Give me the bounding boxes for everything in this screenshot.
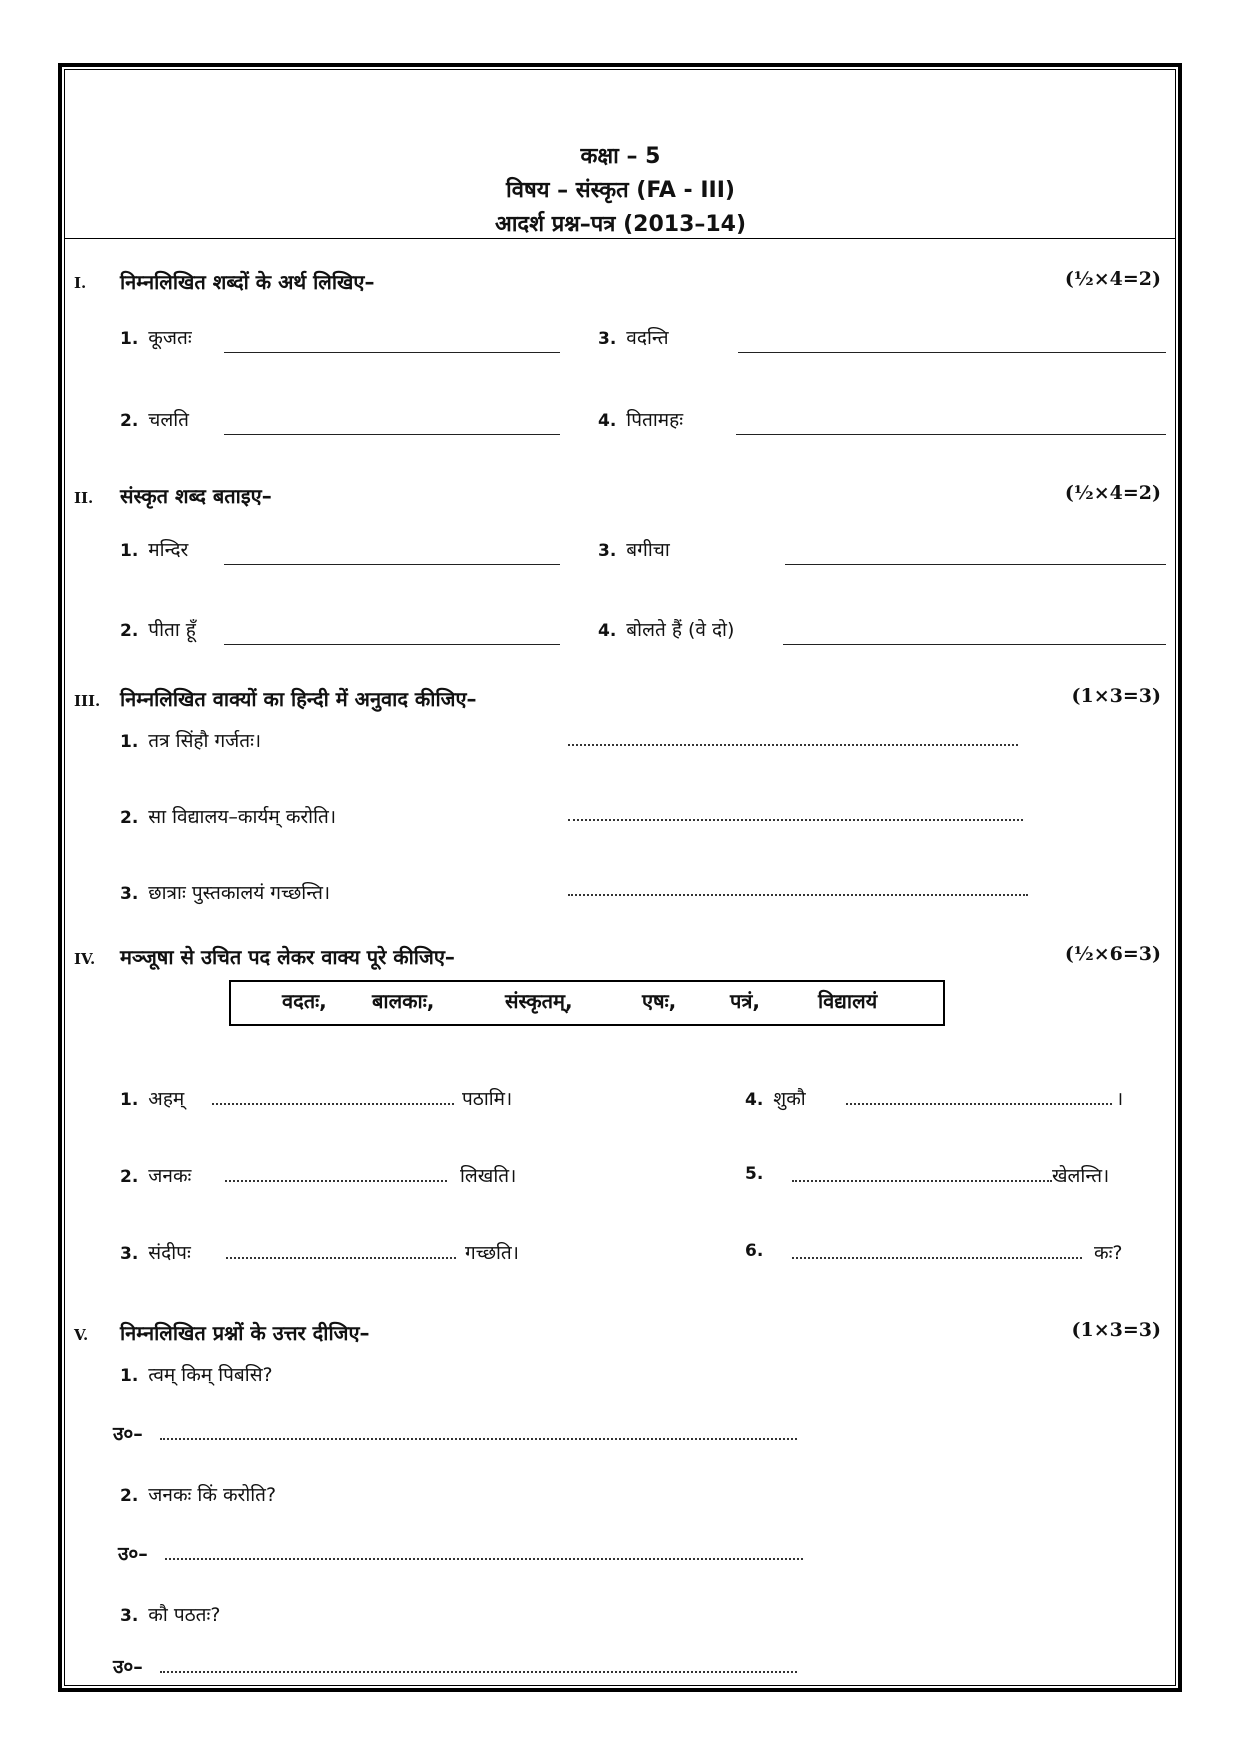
answer-dotted-line[interactable] xyxy=(160,1671,797,1673)
page-border-inner xyxy=(64,69,1176,1686)
fill-blank[interactable] xyxy=(846,1103,1112,1105)
fill-blank[interactable] xyxy=(792,1180,1052,1182)
word-box-item: संस्कृतम्, xyxy=(505,989,573,1013)
question-text: कौ पठतः? xyxy=(148,1604,221,1626)
item-number: 1. xyxy=(120,1366,139,1386)
item-number: 1. xyxy=(120,732,139,752)
item-sentence: तत्र सिंहौ गर्जतः। xyxy=(148,730,262,752)
answer-dotted-line[interactable] xyxy=(568,744,1018,746)
fill-blank[interactable] xyxy=(212,1103,454,1105)
word-box-item: विद्यालयं xyxy=(818,989,878,1013)
item-prefix: अहम् xyxy=(148,1088,185,1110)
item-prefix: संदीपः xyxy=(148,1242,191,1264)
section-3-marks: (1×3=3) xyxy=(1071,685,1161,707)
item-suffix: खेलन्ति। xyxy=(1052,1165,1110,1187)
answer-line[interactable] xyxy=(738,352,1166,353)
s4-item-4 xyxy=(745,1085,806,1111)
item-number: 3. xyxy=(120,1606,139,1626)
s3-item-2 xyxy=(120,803,336,829)
s1-item-2 xyxy=(120,406,189,432)
item-number: 1. xyxy=(120,329,139,349)
section-3-title: निम्नलिखित वाक्यों का हिन्दी में अनुवाद कीजिए– xyxy=(120,687,477,711)
item-number: 5. xyxy=(745,1164,764,1184)
section-1-number: I. xyxy=(74,274,87,292)
question-text: जनकः किं करोति? xyxy=(148,1484,277,1506)
section-5-title: निम्नलिखित प्रश्नों के उत्तर दीजिए– xyxy=(120,1321,370,1345)
item-number: 3. xyxy=(598,329,617,349)
item-number: 2. xyxy=(120,1486,139,1506)
s4-item-6 xyxy=(745,1239,773,1261)
paper-heading: आदर्श प्रश्न–पत्र (2013–14) xyxy=(494,212,747,237)
section-1-marks: (½×4=2) xyxy=(1064,268,1161,290)
section-2-title: संस्कृत शब्द बताइए– xyxy=(120,484,272,508)
item-number: 3. xyxy=(120,884,139,904)
answer-label: उ०– xyxy=(113,1656,143,1678)
section-2-marks: (½×4=2) xyxy=(1064,482,1161,504)
item-number: 3. xyxy=(120,1244,139,1264)
answer-line[interactable] xyxy=(736,434,1166,435)
fill-blank[interactable] xyxy=(792,1257,1082,1259)
answer-dotted-line[interactable] xyxy=(568,819,1023,821)
answer-label: उ०– xyxy=(113,1423,143,1445)
item-word: पीता हूँ xyxy=(148,619,196,641)
item-number: 4. xyxy=(598,411,617,431)
item-word: बोलते हैं (वे दो) xyxy=(626,619,735,641)
section-4-number: IV. xyxy=(74,950,96,968)
item-number: 2. xyxy=(120,411,139,431)
answer-dotted-line[interactable] xyxy=(568,894,1028,896)
answer-label: उ०– xyxy=(118,1543,148,1565)
item-number: 1. xyxy=(120,1090,139,1110)
item-number: 1. xyxy=(120,541,139,561)
s1-item-4 xyxy=(598,406,683,432)
fill-blank[interactable] xyxy=(225,1180,447,1182)
word-box-item: पत्रं, xyxy=(730,989,760,1013)
fill-blank[interactable] xyxy=(226,1257,456,1259)
item-word: मन्दिर xyxy=(148,539,189,561)
s2-item-2 xyxy=(120,616,196,642)
item-number: 3. xyxy=(598,541,617,561)
item-number: 4. xyxy=(598,621,617,641)
answer-line[interactable] xyxy=(224,644,560,645)
word-box-item: वदतः, xyxy=(282,989,327,1013)
s3-item-1 xyxy=(120,727,261,753)
s5-question-2 xyxy=(120,1481,276,1507)
section-1-title: निम्नलिखित शब्दों के अर्थ लिखिए– xyxy=(120,270,375,294)
item-suffix: कः? xyxy=(1094,1242,1123,1264)
item-suffix: पठामि। xyxy=(462,1088,513,1110)
section-4-title: मञ्जूषा से उचित पद लेकर वाक्य पूरे कीजिए– xyxy=(120,945,455,969)
item-number: 2. xyxy=(120,1167,139,1187)
section-5-marks: (1×3=3) xyxy=(1071,1319,1161,1341)
s1-item-1 xyxy=(120,324,192,350)
answer-line[interactable] xyxy=(785,564,1166,565)
section-4-marks: (½×6=3) xyxy=(1064,943,1161,965)
section-5-number: V. xyxy=(74,1326,89,1344)
item-prefix: शुकौ xyxy=(773,1088,806,1110)
s1-item-3 xyxy=(598,324,669,350)
s2-item-1 xyxy=(120,536,188,562)
class-heading: कक्षा – 5 xyxy=(580,144,661,169)
item-word: चलति xyxy=(148,409,189,431)
item-word: वदन्ति xyxy=(626,327,669,349)
item-number: 2. xyxy=(120,808,139,828)
s2-item-4 xyxy=(598,616,734,642)
question-text: त्वम् किम् पिबसि? xyxy=(148,1364,273,1386)
item-suffix: लिखति। xyxy=(460,1165,517,1187)
answer-line[interactable] xyxy=(224,352,560,353)
item-number: 4. xyxy=(745,1090,764,1110)
answer-line[interactable] xyxy=(224,434,560,435)
answer-dotted-line[interactable] xyxy=(160,1438,797,1440)
item-word: बगीचा xyxy=(626,539,670,561)
s4-item-3 xyxy=(120,1239,191,1265)
s5-question-3 xyxy=(120,1601,220,1627)
s4-item-5 xyxy=(745,1162,773,1184)
subject-heading: विषय – संस्कृत (FA - III) xyxy=(506,178,735,203)
word-box-item: बालकाः, xyxy=(372,989,435,1013)
section-3-number: III. xyxy=(74,692,101,710)
item-sentence: छात्राः पुस्तकालयं गच्छन्ति। xyxy=(148,882,331,904)
answer-line[interactable] xyxy=(224,564,560,565)
answer-line[interactable] xyxy=(783,644,1166,645)
item-prefix: जनकः xyxy=(148,1165,192,1187)
item-number: 2. xyxy=(120,621,139,641)
answer-dotted-line[interactable] xyxy=(165,1558,803,1560)
item-word: कूजतः xyxy=(148,327,192,349)
s4-item-2 xyxy=(120,1162,191,1188)
item-suffix: गच्छति। xyxy=(465,1242,519,1264)
word-box-item: एषः, xyxy=(642,989,677,1013)
s5-question-1 xyxy=(120,1361,273,1387)
section-2-number: II. xyxy=(74,489,94,507)
header-divider xyxy=(64,238,1176,239)
s4-item-1 xyxy=(120,1085,184,1111)
item-word: पितामहः xyxy=(626,409,684,431)
s3-item-3 xyxy=(120,879,330,905)
item-suffix: । xyxy=(1116,1088,1124,1110)
s2-item-3 xyxy=(598,536,670,562)
item-number: 6. xyxy=(745,1241,764,1261)
item-sentence: सा विद्यालय–कार्यम् करोति। xyxy=(148,806,337,828)
